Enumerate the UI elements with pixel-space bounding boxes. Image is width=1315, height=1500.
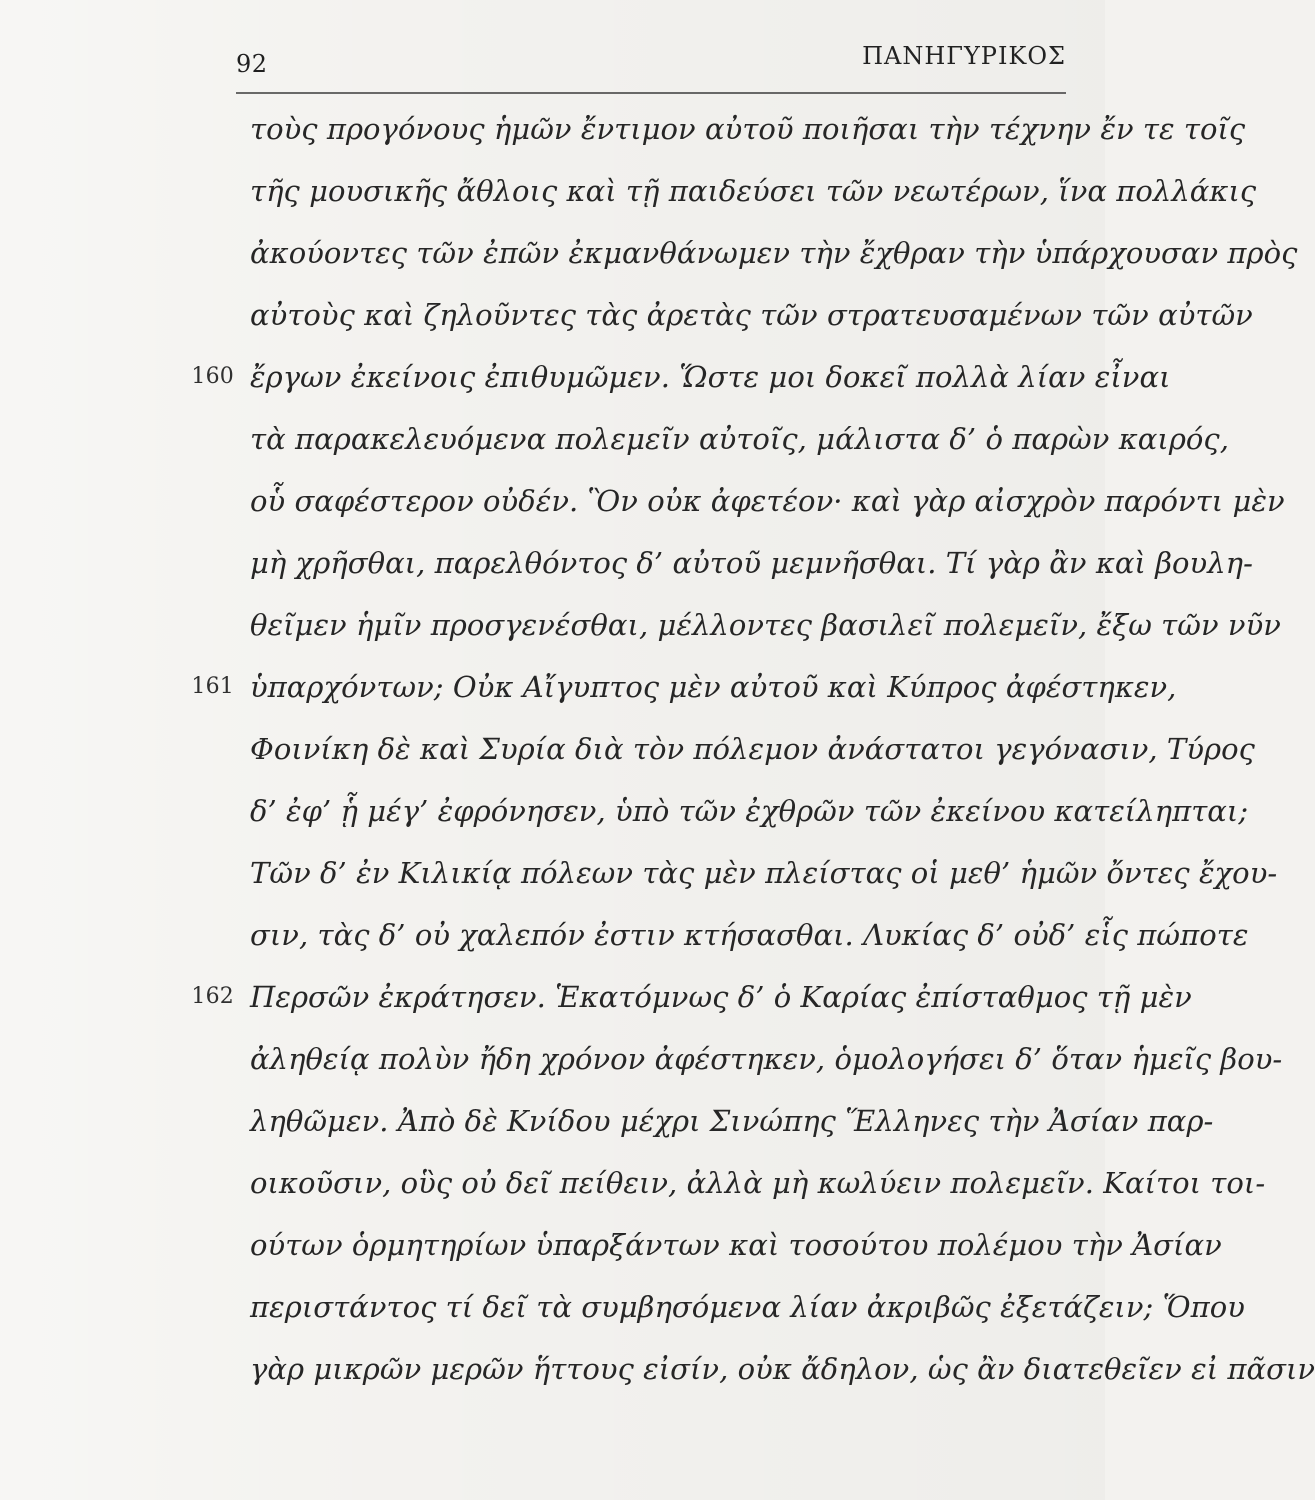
page-number: 92 [236, 50, 268, 78]
text-line [250, 222, 1298, 284]
line-text: Τῶν δ’ ἐν Κιλικίᾳ πόλεων τὰς μὲν πλείστας οἱ μεθ’ ἡμῶν ὄντες ἔχου- [250, 856, 1278, 890]
greek-text-block [191, 98, 1315, 1400]
text-line [250, 1338, 1315, 1400]
line-text: γὰρ μικρῶν μερῶν ἥττους εἰσίν, οὐκ ἄδηλον, ὡς ἂν διατεθεῖεν εἰ πᾶσιν [250, 1352, 1315, 1386]
text-line [250, 408, 1229, 470]
line-text: σιν, τὰς δ’ οὐ χαλεπόν ἐστιν κτήσασθαι. Λυκίας δ’ οὐδ’ εἷς πώποτε [250, 918, 1249, 952]
line-text: Φοινίκη δὲ καὶ Συρία διὰ τὸν πόλεμον ἀνάστατοι γεγόνασιν, Τύρος [250, 732, 1255, 766]
page-title: ΠΑΝΗΓΥΡΙΚΟΣ [862, 42, 1066, 70]
text-line [191, 656, 1177, 718]
text-line [250, 98, 1246, 160]
line-text: ληθῶμεν. Ἀπὸ δὲ Κνίδου μέχρι Σινώπης Ἕλληνες τὴν Ἀσίαν παρ- [250, 1104, 1214, 1138]
line-text: δ’ ἐφ’ ᾗ μέγ’ ἐφρόνησεν, ὑπὸ τῶν ἐχθρῶν τῶν ἐκείνου κατείληπται; [250, 794, 1249, 828]
text-line [250, 842, 1278, 904]
line-text: ὑπαρχόντων; Οὐκ Αἴγυπτος μὲν αὐτοῦ καὶ Κύπρος ἀφέστηκεν, [250, 670, 1177, 704]
text-line [250, 532, 1253, 594]
line-text: τὰ παρακελευόμενα πολεμεῖν αὐτοῖς, μάλιστα δ’ ὁ παρὼν καιρός, [250, 422, 1229, 456]
text-line [191, 346, 1171, 408]
line-text: οὗ σαφέστερον οὐδέν. Ὃν οὐκ ἀφετέον· καὶ γὰρ αἰσχρὸν παρόντι μὲν [250, 484, 1285, 518]
text-line [250, 1028, 1283, 1090]
text-line [250, 284, 1253, 346]
line-text: μὴ χρῆσθαι, παρελθόντος δ’ αὐτοῦ μεμνῆσθαι. Τί γὰρ ἂν καὶ βουλη- [250, 546, 1253, 580]
text-line [250, 1090, 1214, 1152]
text-line [250, 1214, 1222, 1276]
section-number: 161 [191, 674, 234, 699]
text-line [250, 904, 1249, 966]
line-text: περιστάντος τί δεῖ τὰ συμβησόμενα λίαν ἀκριβῶς ἐξετάζειν; Ὅπου [250, 1290, 1245, 1324]
line-text: αὐτοὺς καὶ ζηλοῦντες τὰς ἀρετὰς τῶν στρατευσαμένων τῶν αὐτῶν [250, 298, 1253, 332]
text-line [250, 718, 1255, 780]
line-text: ἀληθείᾳ πολὺν ἤδη χρόνον ἀφέστηκεν, ὁμολογήσει δ’ ὅταν ἡμεῖς βου- [250, 1042, 1283, 1076]
text-line [250, 470, 1285, 532]
text-line [250, 1276, 1245, 1338]
line-text: Περσῶν ἐκράτησεν. Ἑκατόμνως δ’ ὁ Καρίας ἐπίσταθμος τῇ μὲν [250, 980, 1192, 1014]
line-text: ούτων ὁρμητηρίων ὑπαρξάντων καὶ τοσούτου πολέμου τὴν Ἀσίαν [250, 1228, 1222, 1262]
text-line [250, 780, 1249, 842]
section-number: 160 [191, 364, 234, 389]
line-text: τῆς μουσικῆς ἄθλοις καὶ τῇ παιδεύσει τῶν νεωτέρων, ἵνα πολλάκις [250, 174, 1257, 208]
line-text: ἔργων ἐκείνοις ἐπιθυμῶμεν. Ὥστε μοι δοκεῖ πολλὰ λίαν εἶναι [250, 360, 1171, 394]
line-text: τοὺς προγόνους ἡμῶν ἔντιμον αὐτοῦ ποιῆσαι τὴν τέχνην ἔν τε τοῖς [250, 112, 1246, 146]
header-rule [236, 92, 1066, 94]
line-text: οικοῦσιν, οὓς οὐ δεῖ πείθειν, ἀλλὰ μὴ κωλύειν πολεμεῖν. Καίτοι τοι- [250, 1166, 1266, 1200]
text-line [250, 1152, 1266, 1214]
line-text: θεῖμεν ἡμῖν προσγενέσθαι, μέλλοντες βασιλεῖ πολεμεῖν, ἔξω τῶν νῦν [250, 608, 1281, 642]
section-number: 162 [191, 984, 234, 1009]
running-head [236, 42, 1066, 98]
line-text: ἀκούοντες τῶν ἐπῶν ἐκμανθάνωμεν τὴν ἔχθραν τὴν ὑπάρχουσαν πρὸς [250, 236, 1298, 270]
text-line [250, 160, 1257, 222]
text-line [191, 966, 1192, 1028]
text-line [250, 594, 1281, 656]
